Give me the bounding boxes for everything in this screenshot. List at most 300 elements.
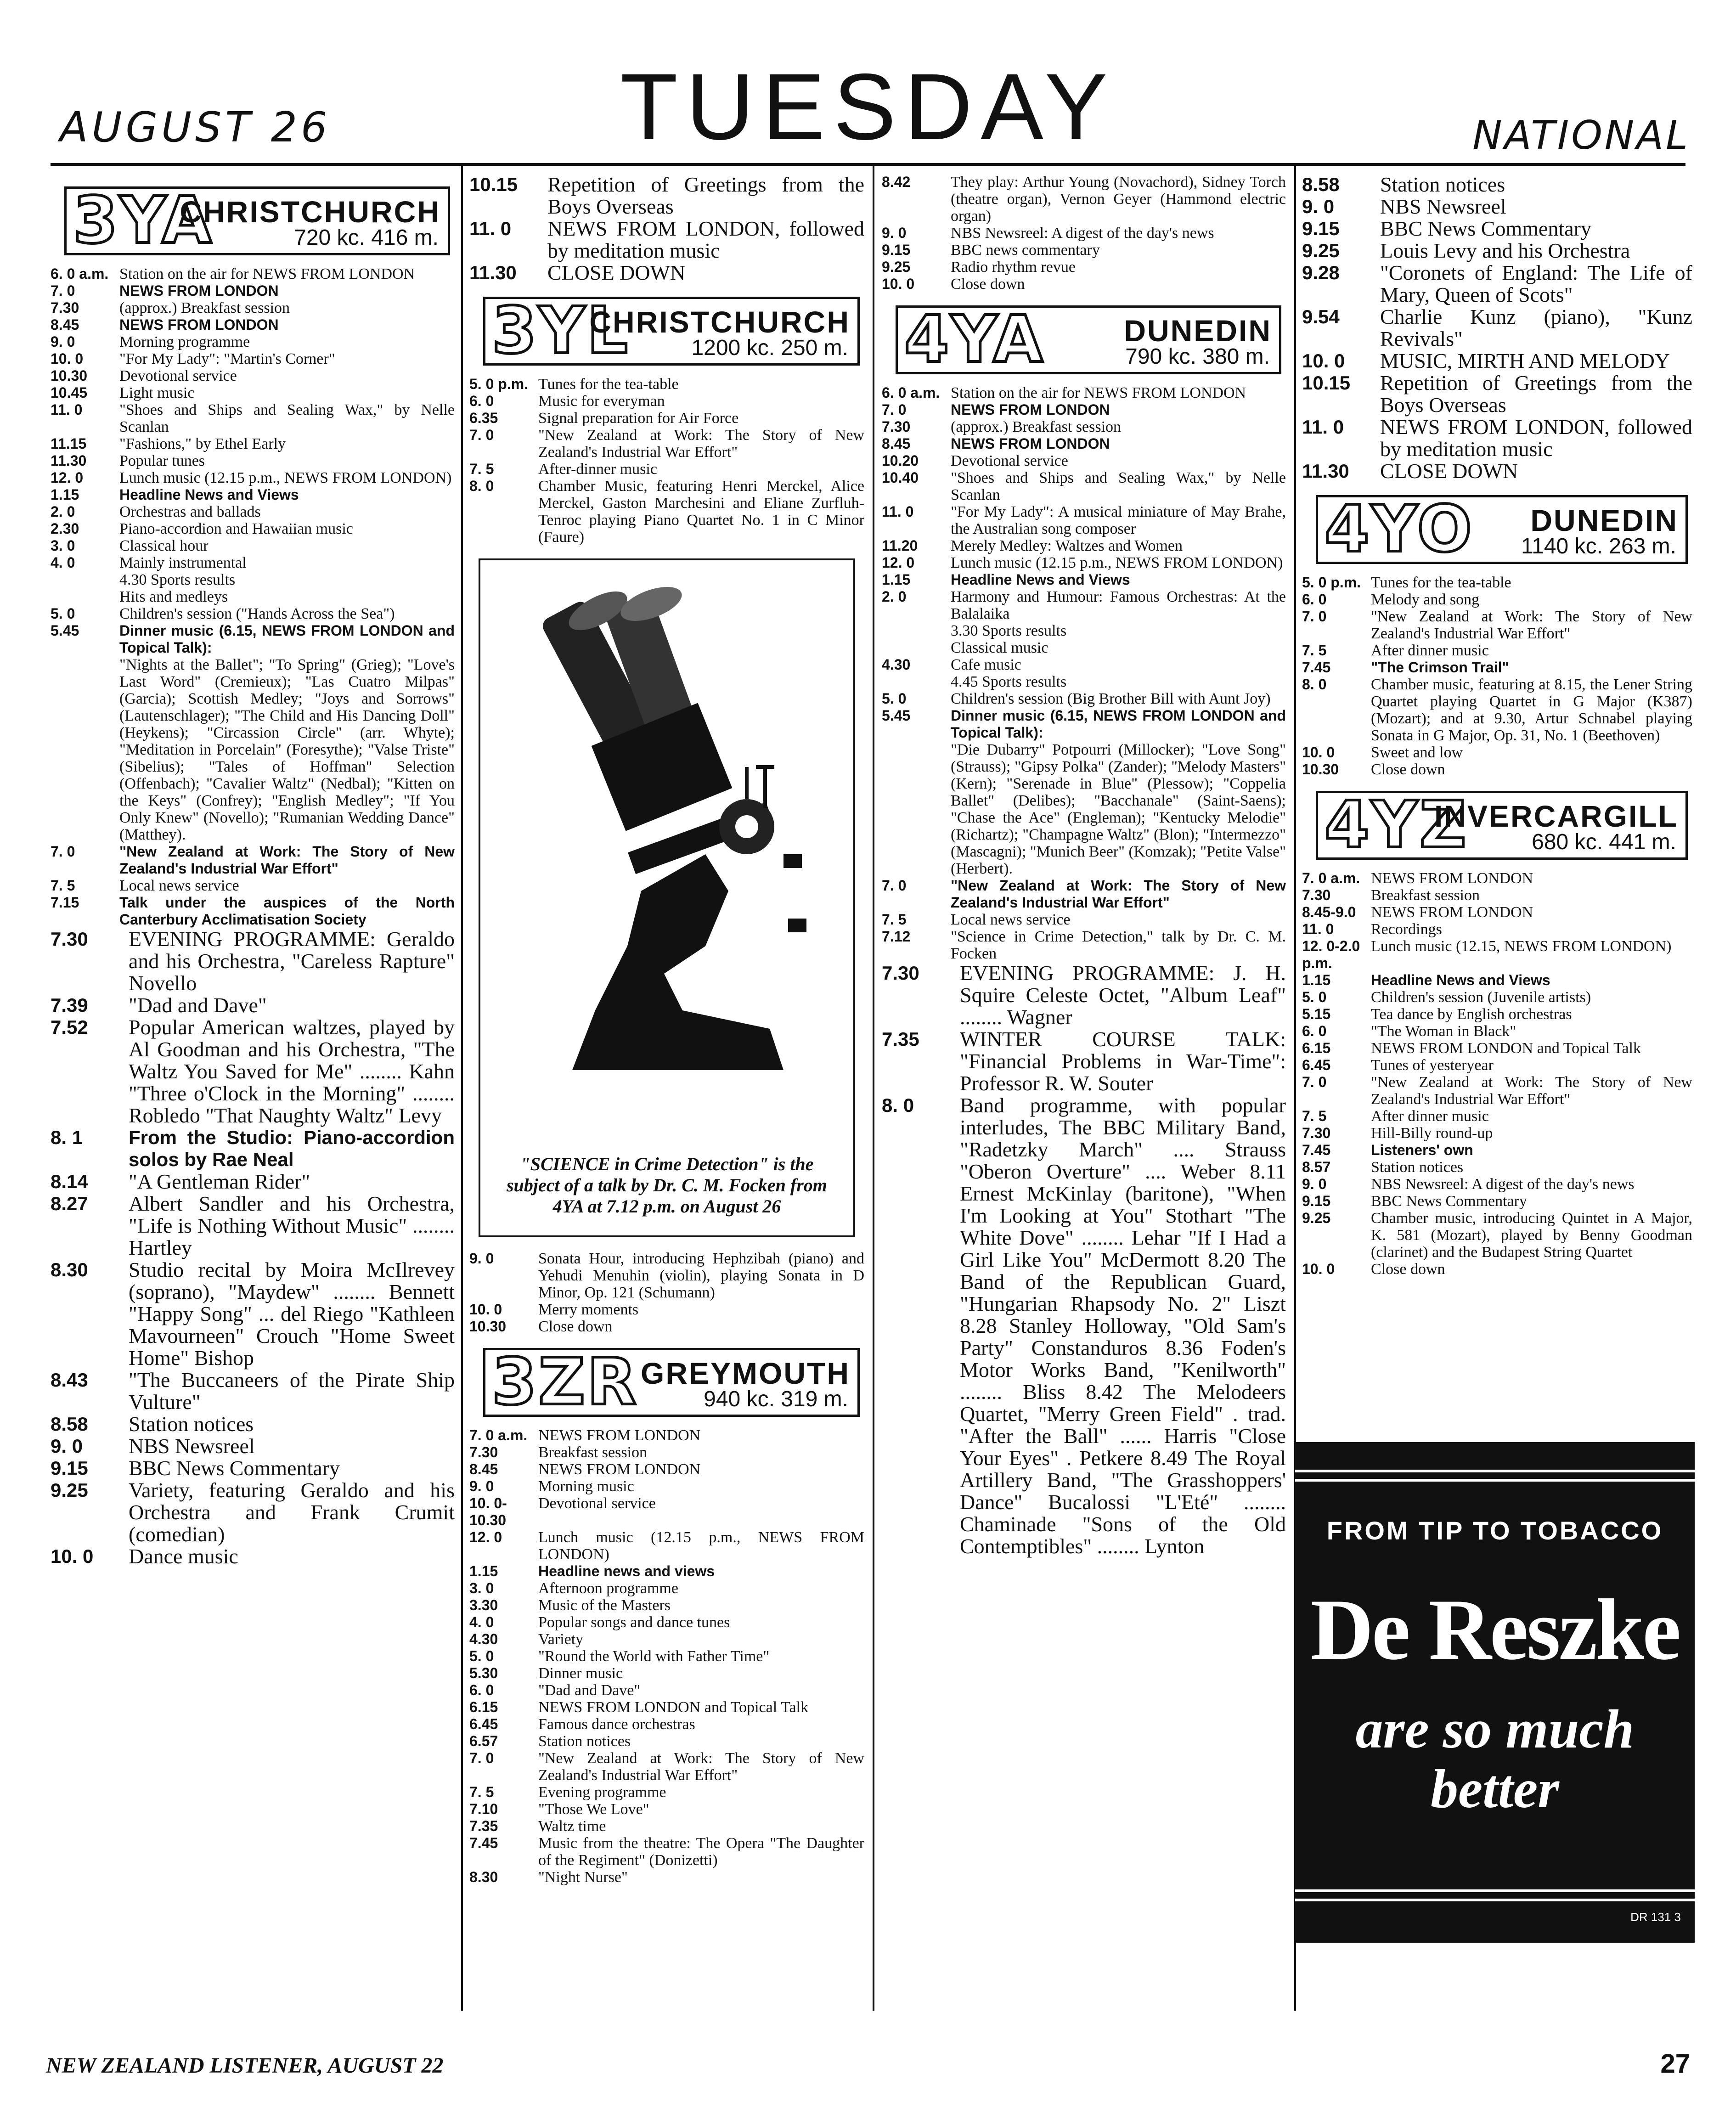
column-2 <box>469 174 864 2038</box>
entry-text: BBC News Commentary <box>1380 217 1591 240</box>
schedule-3ya <box>51 265 455 1567</box>
entry-text: Tea dance by English orchestras <box>1371 1006 1572 1023</box>
schedule-entry <box>51 299 455 316</box>
entry-time: 10. 0 <box>51 1545 94 1567</box>
entry-time: 9.15 <box>51 1457 88 1479</box>
advert-stripe <box>1295 1889 1695 1892</box>
schedule-3yl <box>469 376 864 546</box>
entry-text: "The Woman in Black" <box>1371 1023 1516 1040</box>
schedule-3ya-continued <box>469 174 864 284</box>
entry-text: Light music <box>119 384 195 401</box>
entry-text: Harmony and Humour: Famous Orchestras: At the Balalaika <box>951 588 1286 622</box>
entry-time: 7.45 <box>1302 1142 1331 1158</box>
entry-text: Dinner music (6.15, NEWS FROM LONDON and Topical Talk): <box>119 622 455 656</box>
entry-text: Lunch music (12.15 p.m., NEWS FROM LONDON) <box>119 469 452 486</box>
schedule-entry <box>469 478 864 546</box>
entry-time: 6.45 <box>1302 1057 1331 1073</box>
entry-time: 10. 0 <box>51 350 84 367</box>
entry-text: Classical hour <box>119 537 209 554</box>
schedule-entry <box>51 1369 455 1413</box>
station-frequency: 720 kc. 416 m. <box>294 225 439 250</box>
entry-time: 1.15 <box>1302 972 1331 988</box>
schedule-entry <box>469 1563 864 1580</box>
station-box-4ya <box>896 302 1281 377</box>
entry-time: 9.25 <box>882 259 911 275</box>
entry-time: 2. 0 <box>882 588 907 605</box>
schedule-entry <box>51 605 455 622</box>
entry-time: 8.57 <box>1302 1159 1331 1175</box>
station-call-sign: 3YL <box>492 293 630 368</box>
schedule-entry <box>469 1716 864 1733</box>
entry-time: 7.10 <box>469 1801 498 1817</box>
column-divider <box>873 164 874 2011</box>
schedule-entry <box>882 1094 1286 1557</box>
entry-text: "For My Lady": "Martin's Corner" <box>119 350 335 367</box>
schedule-entry <box>51 843 455 877</box>
schedule-entry <box>1302 218 1692 240</box>
entry-time: 9. 0 <box>469 1250 494 1267</box>
schedule-entry <box>882 928 1286 962</box>
entry-text: Children's session (Juvenile artists) <box>1371 989 1591 1006</box>
schedule-entry <box>51 401 455 435</box>
entry-text: "A Gentleman Rider" <box>129 1170 310 1193</box>
schedule-entry <box>1302 904 1692 921</box>
entry-time: 5.30 <box>469 1665 498 1681</box>
schedule-entry <box>51 1479 455 1545</box>
entry-text: "Science in Crime Detection," talk by Dr. C. M. Focken <box>951 928 1286 962</box>
entry-text: Breakfast session <box>1371 887 1480 904</box>
entry-text: Tunes for the tea-table <box>538 376 679 393</box>
entry-time: 11.15 <box>51 435 87 452</box>
entry-time: 6. 0 a.m. <box>882 384 940 401</box>
entry-time: 7. 5 <box>1302 1108 1327 1124</box>
entry-time: 7.30 <box>1302 887 1331 903</box>
entry-text: Band programme, with popular interludes, The BBC Military Band, "Radetzky March" .... Strauss "Oberon Overture" .... Weber 8.11 Ernest McKinlay (baritone), "When I'm Looking at You" Stothart "The White Dove" ........ Lehar "If I Had a Girl Like You" McDermott 8.20 The Band of the Republican Guard, "Hungarian Rhapsody No. 2" Liszt 8.28 Stanley Holloway, "Old Sam's Party" Constanduros 8.36 Foden's Motor Works Band, "Kenilworth" ........ Bliss 8.42 The Melodeers Quartet, "Merry Green Field" . trad. "After the Ball" ...... Harris "Close Your Eyes" . Petkere 8.49 The Royal Artillery Band, "The Grasshoppers' Dance" Bucalossi "L'Eté" ........ Chaminade "Sons of the Old Contemptibles" ........ Lynton <box>960 1094 1286 1558</box>
entry-time: 9. 0 <box>1302 196 1335 217</box>
schedule-entry <box>882 690 1286 707</box>
section-label: NATIONAL <box>1472 113 1690 158</box>
entry-text: Classical music <box>951 639 1048 656</box>
entry-time: 10.40 <box>882 469 919 486</box>
entry-text: NEWS FROM LONDON <box>119 282 279 299</box>
schedule-entry <box>51 1413 455 1435</box>
entry-text: NEWS FROM LONDON <box>119 316 279 333</box>
microscope-illustration <box>479 558 855 1237</box>
entry-time: 5. 0 p.m. <box>469 376 529 392</box>
entry-time: 11. 0 <box>469 218 512 239</box>
entry-time: 2.30 <box>51 520 79 537</box>
entry-time: 8. 0 <box>1302 676 1327 693</box>
entry-time: 8.30 <box>51 1259 88 1280</box>
entry-text: Mainly instrumental <box>119 554 247 571</box>
entry-text: Headline News and Views <box>951 571 1130 588</box>
entry-text: NEWS FROM LONDON <box>1371 870 1533 887</box>
schedule-entry <box>51 333 455 350</box>
entry-text: NEWS FROM LONDON <box>538 1461 701 1478</box>
entry-text: Charlie Kunz (piano), "Kunz Revivals" <box>1380 305 1692 350</box>
schedule-entry <box>469 461 864 478</box>
station-frequency: 790 kc. 380 m. <box>1125 344 1270 369</box>
advert-brand: De Reszke <box>1310 1582 1680 1678</box>
day-heading: TUESDAY <box>620 54 1116 159</box>
entry-time: 7. 0 <box>1302 608 1327 625</box>
entry-time: 3.30 <box>469 1597 498 1613</box>
schedule-entry <box>51 894 455 928</box>
entry-text: NBS Newsreel <box>1380 195 1506 218</box>
entry-time: 1.15 <box>51 486 79 503</box>
entry-time: 8.45 <box>882 435 911 452</box>
entry-text: CLOSE DOWN <box>547 261 686 284</box>
schedule-entry <box>469 1478 864 1495</box>
schedule-entry <box>469 174 864 218</box>
entry-text: Afternoon programme <box>538 1580 678 1597</box>
entry-time: 9.15 <box>1302 1193 1331 1209</box>
station-name: GREYMOUTH <box>641 1356 850 1390</box>
page-number: 27 <box>1660 2049 1690 2079</box>
schedule-entry <box>1302 306 1692 350</box>
schedule-entry <box>882 418 1286 435</box>
schedule-entry <box>469 376 864 393</box>
entry-text: Lunch music (12.15 p.m., NEWS FROM LONDON) <box>951 554 1283 571</box>
entry-time: 9.15 <box>1302 218 1340 239</box>
entry-time: 7. 5 <box>469 461 494 477</box>
station-box-3zr <box>483 1345 860 1420</box>
entry-time <box>51 571 119 588</box>
entry-time: 9.25 <box>1302 1210 1331 1226</box>
entry-time: 11. 0 <box>51 401 83 418</box>
schedule-entry <box>51 384 455 401</box>
entry-time: 7. 0 <box>51 282 75 299</box>
entry-text: NEWS FROM LONDON <box>951 401 1110 418</box>
entry-text: "Fashions," by Ethel Early <box>119 435 286 452</box>
schedule-entry <box>51 588 455 605</box>
schedule-entry <box>1302 1261 1692 1278</box>
station-name: INVERCARGILL <box>1434 799 1678 833</box>
entry-text: Radio rhythm revue <box>951 259 1076 276</box>
entry-time: 9.25 <box>51 1479 88 1501</box>
entry-time: 11.20 <box>882 537 918 554</box>
entry-text: Children's session (Big Brother Bill with Aunt Joy) <box>951 690 1271 707</box>
entry-time: 7.30 <box>1302 1125 1331 1141</box>
schedule-entry <box>469 1818 864 1835</box>
entry-text: Headline news and views <box>538 1563 715 1579</box>
schedule-entry <box>51 877 455 894</box>
entry-time: 11. 0 <box>1302 921 1334 937</box>
entry-time: 3. 0 <box>469 1580 494 1596</box>
entry-text: Merely Medley: Waltzes and Women <box>951 537 1183 554</box>
schedule-entry <box>1302 921 1692 938</box>
schedule-entry <box>882 673 1286 690</box>
entry-text: Station on the air for NEWS FROM LONDON <box>119 265 415 282</box>
entry-text: Cafe music <box>951 656 1021 673</box>
entry-time <box>51 588 119 605</box>
schedule-entry <box>469 218 864 262</box>
entry-time: 8.27 <box>51 1193 88 1214</box>
entry-time: 9. 0 <box>51 1435 83 1457</box>
entry-text: NEWS FROM LONDON and Topical Talk <box>1371 1040 1641 1057</box>
station-frequency: 1200 kc. 250 m. <box>691 336 848 360</box>
schedule-entry <box>51 928 455 994</box>
entry-text: Morning programme <box>119 333 250 350</box>
entry-time: 7. 0 <box>882 877 907 894</box>
entry-time: 6.35 <box>469 410 498 426</box>
entry-text: Variety, featuring Geraldo and his Orchestra and Frank Crumit (comedian) <box>129 1478 455 1546</box>
schedule-entry <box>51 1016 455 1127</box>
illustration-caption: "SCIENCE in Crime Detection" is the subject of a talk by Dr. C. M. Focken from 4YA at 7.12 p.m. on August 26 <box>507 1154 827 1217</box>
schedule-entry <box>1302 1057 1692 1074</box>
entry-text: Station on the air for NEWS FROM LONDON <box>951 384 1246 401</box>
entry-time: 5. 0 <box>1302 989 1327 1005</box>
entry-time: 8.42 <box>882 174 911 190</box>
entry-text: 3.30 Sports results <box>951 622 1067 639</box>
schedule-entry <box>51 1193 455 1259</box>
entry-time: 8. 1 <box>51 1127 83 1148</box>
schedule-entry <box>882 469 1286 503</box>
entry-text: Children's session ("Hands Across the Sea") <box>119 605 395 622</box>
schedule-entry <box>1302 196 1692 218</box>
entry-time: 5. 0 <box>882 690 907 707</box>
schedule-entry <box>51 350 455 367</box>
entry-time: 7. 0 <box>1302 1074 1327 1090</box>
advert-slogan: are so much better <box>1355 1698 1635 1819</box>
schedule-entry <box>882 276 1286 293</box>
schedule-entry <box>882 911 1286 928</box>
entry-text: 4.45 Sports results <box>951 673 1067 690</box>
schedule-entry <box>882 174 1286 225</box>
entry-text: BBC News Commentary <box>129 1456 340 1480</box>
entry-time: 5.15 <box>1302 1006 1331 1022</box>
schedule-entry <box>1302 887 1692 904</box>
schedule-entry <box>469 1597 864 1614</box>
entry-text: Headline News and Views <box>119 486 299 503</box>
schedule-entry <box>882 503 1286 537</box>
entry-text: Orchestras and ballads <box>119 503 261 520</box>
schedule-entry <box>51 994 455 1016</box>
column-3 <box>882 174 1286 2038</box>
entry-time: 11.30 <box>469 262 517 283</box>
schedule-entry <box>1302 240 1692 262</box>
entry-time: 7. 5 <box>51 877 75 894</box>
entry-time: 8. 0 <box>882 1094 914 1116</box>
entry-text: Repetition of Greetings from the Boys Overseas <box>1380 371 1692 417</box>
schedule-entry <box>469 1682 864 1699</box>
entry-text: "Night Nurse" <box>538 1869 628 1886</box>
schedule-entry <box>1302 416 1692 460</box>
entry-time: 11. 0 <box>1302 416 1344 438</box>
schedule-entry <box>882 588 1286 622</box>
schedule-entry <box>469 1495 864 1529</box>
entry-time: 12. 0 <box>882 554 915 571</box>
entry-text: Talk under the auspices of the North Canterbury Acclimatisation Society <box>119 894 455 928</box>
schedule-entry <box>469 1835 864 1869</box>
entry-text: NEWS FROM LONDON and Topical Talk <box>538 1699 808 1716</box>
entry-text: Dance music <box>129 1545 238 1568</box>
microscope-icon <box>490 569 839 1098</box>
entry-time: 10.15 <box>469 174 518 195</box>
entry-time: 12. 0 <box>469 1529 502 1545</box>
schedule-entry <box>882 877 1286 911</box>
entry-text: Piano-accordion and Hawaiian music <box>119 520 353 537</box>
schedule-entry <box>51 1435 455 1457</box>
entry-time: 7.30 <box>882 418 911 435</box>
entry-time <box>51 656 119 843</box>
entry-text: "New Zealand at Work: The Story of New Zealand's Industrial War Effort" <box>951 877 1286 911</box>
entry-time: 10. 0 <box>469 1301 502 1318</box>
schedule-entry <box>1302 262 1692 306</box>
entry-text: Albert Sandler and his Orchestra, "Life is Nothing Without Music" ........ Hartley <box>129 1192 455 1259</box>
schedule-4ya-continued <box>1302 174 1692 482</box>
schedule-entry <box>469 1869 864 1886</box>
schedule-entry <box>469 1250 864 1301</box>
issue-date: AUGUST 26 <box>60 103 331 152</box>
entry-time: 11.30 <box>1302 460 1349 482</box>
entry-time: 7.30 <box>469 1444 498 1460</box>
station-call-sign: 4YZ <box>1325 788 1468 863</box>
entry-text: NEWS FROM LONDON, followed by meditation music <box>547 217 864 262</box>
entry-text: They play: Arthur Young (Novachord), Sidney Torch (theatre organ), Vernon Geyer (Hammond electric organ) <box>951 174 1286 225</box>
entry-time: 6. 0 <box>469 393 494 409</box>
entry-text: EVENING PROGRAMME: J. H. Squire Celeste Octet, "Album Leaf" ........ Wagner <box>960 961 1286 1029</box>
schedule-entry <box>51 316 455 333</box>
station-box-3ya <box>64 183 450 258</box>
entry-time: 5. 0 <box>469 1648 494 1664</box>
schedule-entry <box>469 1580 864 1597</box>
schedule-entry <box>882 452 1286 469</box>
entry-time: 7.39 <box>51 994 88 1016</box>
entry-time: 10.15 <box>1302 372 1351 394</box>
schedule-entry <box>469 1750 864 1784</box>
station-call-sign: 4YO <box>1325 492 1474 567</box>
entry-time: 5.45 <box>882 707 911 724</box>
entry-time: 6.45 <box>469 1716 498 1732</box>
entry-text: NBS Newsreel: A digest of the day's news <box>951 225 1214 242</box>
entry-time: 6. 0 <box>469 1682 494 1698</box>
entry-time: 9.15 <box>882 242 911 258</box>
station-name: CHRISTCHURCH <box>589 305 850 339</box>
entry-text: NEWS FROM LONDON <box>951 435 1110 452</box>
schedule-entry <box>882 962 1286 1028</box>
schedule-entry <box>1302 676 1692 744</box>
advert-stripe <box>1295 1470 1695 1472</box>
entry-time: 10. 0-10.30 <box>469 1495 507 1528</box>
schedule-entry <box>1302 1108 1692 1125</box>
entry-text: Morning music <box>538 1478 634 1495</box>
entry-time: 11.30 <box>51 452 87 469</box>
station-box-4yz <box>1316 788 1688 863</box>
entry-time: 10.30 <box>1302 761 1339 778</box>
schedule-entry <box>1302 1023 1692 1040</box>
schedule-entry <box>51 622 455 656</box>
entry-time: 1.15 <box>882 571 911 588</box>
entry-text: Variety <box>538 1631 584 1648</box>
schedule-entry <box>882 401 1286 418</box>
entry-text: Tunes of yesteryear <box>1371 1057 1494 1074</box>
entry-text: Signal preparation for Air Force <box>538 410 739 427</box>
entry-time: 7. 5 <box>1302 642 1327 659</box>
entry-time <box>882 673 951 690</box>
entry-time: 10.20 <box>882 452 919 469</box>
entry-text: Louis Levy and his Orchestra <box>1380 239 1630 262</box>
entry-time: 8.58 <box>51 1413 88 1435</box>
entry-time: 7. 0 <box>469 427 494 443</box>
entry-text: NEWS FROM LONDON <box>1371 904 1533 921</box>
station-box-3yl <box>483 293 860 368</box>
entry-text: NEWS FROM LONDON <box>538 1427 701 1444</box>
entry-text: "Die Dubarry" Potpourri (Millocker); "Love Song" (Strauss); "Gipsy Polka" (Zander); "Melody Masters" (Kern); "Serenade in Blue" (Plessow); "Coppelia Ballet" (Delibes); "Bacchanale" (Saint-Saens); "Chase the Ace" (Engleman); "Kentucky Melodie" (Richartz); "Champagne Waltz" (Blon); "Intermezzo" (Mascagni); "Munich Beer" (Komzak); "Petite Valse" (Herbert). <box>951 741 1286 877</box>
schedule-4yz <box>1302 870 1692 1278</box>
schedule-entry <box>1302 870 1692 887</box>
entry-time: 7. 0 <box>882 401 907 418</box>
schedule-entry <box>469 1801 864 1818</box>
schedule-entry <box>51 503 455 520</box>
schedule-entry <box>1302 1159 1692 1176</box>
schedule-entry <box>1302 972 1692 989</box>
schedule-entry <box>882 656 1286 673</box>
entry-text: "Dad and Dave" <box>538 1682 641 1699</box>
entry-time: 6. 0 a.m. <box>51 265 109 282</box>
entry-time: 9. 0 <box>882 225 907 241</box>
entry-text: 4.30 Sports results <box>119 571 236 588</box>
column-divider <box>461 164 463 2011</box>
entry-text: "New Zealand at Work: The Story of New Zealand's Industrial War Effort" <box>1371 1074 1692 1108</box>
schedule-entry <box>1302 1142 1692 1159</box>
entry-text: "New Zealand at Work: The Story of New Zealand's Industrial War Effort" <box>538 1750 864 1784</box>
entry-time: 7.30 <box>51 928 88 950</box>
entry-text: Station notices <box>129 1412 254 1436</box>
schedule-entry <box>469 1631 864 1648</box>
entry-text: Evening programme <box>538 1784 666 1801</box>
schedule-entry <box>882 242 1286 259</box>
entry-time: 7.30 <box>882 962 919 984</box>
schedule-entry <box>51 469 455 486</box>
entry-text: Chamber music, introducing Quintet in A Major, K. 581 (Mozart), played by Benny Goodman (clarinet) and the Budapest String Quartet <box>1371 1210 1692 1261</box>
entry-text: Chamber music, featuring at 8.15, the Lener String Quartet playing Quartet in G Major (K387) (Mozart); and at 9.30, Artur Schnabel playing Sonata in G Major, Op. 31, No. 1 (Beethoven) <box>1371 676 1692 744</box>
advert-code: DR 131 3 <box>1630 1910 1681 1924</box>
schedule-entry <box>1302 608 1692 642</box>
schedule-entry <box>1302 642 1692 659</box>
entry-text: "Shoes and Ships and Sealing Wax," by Nelle Scanlan <box>119 401 455 435</box>
entry-text: Popular tunes <box>119 452 205 469</box>
schedule-entry <box>469 1699 864 1716</box>
schedule-entry <box>469 1427 864 1444</box>
schedule-4yo <box>1302 574 1692 778</box>
schedule-entry <box>1302 1006 1692 1023</box>
entry-text: CLOSE DOWN <box>1380 459 1518 483</box>
entry-text: Chamber Music, featuring Henri Merckel, Alice Merckel, Gaston Marchesini and Eliane Zurfluh-Tenroc playing Piano Quartet No. 1 in C Minor (Faure) <box>538 478 864 546</box>
entry-text: Station notices <box>538 1733 631 1750</box>
schedule-entry <box>51 367 455 384</box>
entry-text: (approx.) Breakfast session <box>951 418 1122 435</box>
schedule-entry <box>1302 174 1692 196</box>
schedule-entry <box>882 1028 1286 1094</box>
entry-text: Melody and song <box>1371 591 1480 608</box>
entry-time: 8.43 <box>51 1369 88 1391</box>
entry-text: BBC News Commentary <box>1371 1193 1527 1210</box>
schedule-entry <box>1302 989 1692 1006</box>
entry-text: Tunes for the tea-table <box>1371 574 1511 591</box>
entry-time: 8.45 <box>469 1461 498 1477</box>
schedule-entry <box>1302 1125 1692 1142</box>
de-reszke-advert <box>1295 1442 1695 1943</box>
entry-text: Hill-Billy round-up <box>1371 1125 1493 1142</box>
schedule-entry <box>51 1171 455 1193</box>
schedule-entry <box>469 1733 864 1750</box>
entry-text: "Shoes and Ships and Sealing Wax," by Nelle Scanlan <box>951 469 1286 503</box>
station-frequency: 940 kc. 319 m. <box>704 1387 848 1411</box>
entry-text: "The Crimson Trail" <box>1371 659 1509 676</box>
entry-time: 7.15 <box>51 894 79 911</box>
schedule-3yl-continued <box>469 1250 864 1335</box>
